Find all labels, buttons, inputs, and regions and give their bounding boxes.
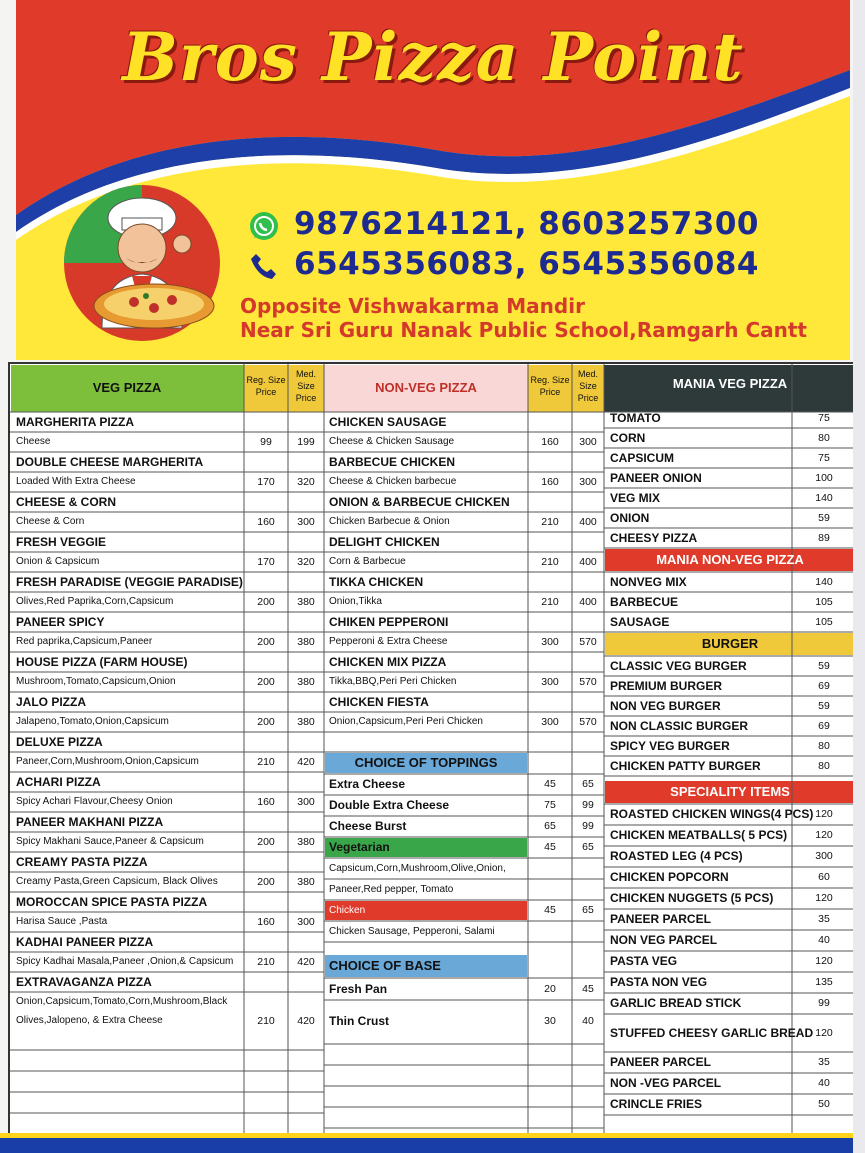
base-name: Fresh Pan: [329, 982, 388, 996]
phone-numbers-1[interactable]: 9876214121, 8603257300: [294, 206, 759, 242]
veg-reg-price: 210: [257, 1015, 275, 1027]
nonveg-reg-price: 210: [541, 596, 559, 608]
burger-item: CLASSIC VEG BURGER: [610, 659, 747, 673]
vegetarian-desc-2: Paneer,Red pepper, Tomato: [329, 884, 454, 895]
topping-med-price: 99: [582, 820, 594, 832]
base-name: Thin Crust: [329, 1014, 389, 1028]
veg-med-size-header: [288, 368, 324, 404]
veg-reg-price: 200: [257, 676, 275, 688]
nonveg-item-name: CHICKEN SAUSAGE: [329, 415, 447, 429]
speciality-item: STUFFED CHEESY GARLIC BREAD: [610, 1026, 814, 1040]
base-reg-price: 20: [544, 983, 556, 995]
topping-name: Extra Cheese: [329, 777, 406, 791]
veg-med-size-header-line: Price: [295, 393, 317, 403]
veg-item-name: CHEESE & CORN: [16, 495, 117, 509]
veg-item-name: EXTRAVAGANZA PIZZA: [16, 975, 152, 989]
burger-price: 59: [818, 660, 830, 672]
mania-veg-price: 59: [818, 512, 830, 524]
mania-veg-price: 100: [815, 472, 833, 484]
burger-header: BURGER: [701, 636, 759, 651]
nonveg-item-desc: Corn & Barbecue: [329, 556, 406, 567]
speciality-item: NON -VEG PARCEL: [610, 1076, 722, 1090]
base-header: CHOICE OF BASE: [329, 958, 441, 973]
veg-reg-price: 170: [257, 476, 275, 488]
nonveg-item-desc: Onion,Tikka: [329, 596, 382, 607]
veg-reg-price: 99: [260, 436, 272, 448]
nonveg-item-name: ONION & BARBECUE CHICKEN: [329, 495, 510, 509]
veg-reg-price: 210: [257, 956, 275, 968]
speciality-price: 50: [818, 1098, 830, 1110]
veg-med-price: 320: [297, 556, 315, 568]
vegetarian-med-price: 65: [582, 841, 594, 853]
nonveg-item-name: CHIKEN PEPPERONI: [329, 615, 449, 629]
burger-item: NON CLASSIC BURGER: [610, 719, 749, 733]
veg-item-name: CREAMY PASTA PIZZA: [16, 855, 148, 869]
veg-med-price: 199: [297, 436, 315, 448]
veg-item-desc: Olives,Red Paprika,Corn,Capsicum: [16, 596, 174, 607]
mania-veg-item: ONION: [610, 511, 650, 525]
burger-price: 69: [818, 720, 830, 732]
phone-row-call: [248, 246, 759, 282]
nonveg-item-desc: Pepperoni & Extra Cheese: [329, 636, 448, 647]
nonveg-item-name: CHICKEN MIX PIZZA: [329, 655, 447, 669]
veg-med-price: 380: [297, 836, 315, 848]
topping-med-price: 65: [582, 778, 594, 790]
mania-veg-price: 75: [818, 412, 830, 424]
nonveg-item-desc: Chicken Barbecue & Onion: [329, 516, 450, 527]
veg-item-desc: Spicy Kadhai Masala,Paneer ,Onion,& Capsicum: [16, 956, 234, 967]
speciality-item: CRINCLE FRIES: [610, 1097, 703, 1111]
veg-reg-price: 170: [257, 556, 275, 568]
speciality-item: GARLIC BREAD STICK: [610, 996, 742, 1010]
nonveg-item-name: CHICKEN FIESTA: [329, 695, 429, 709]
veg-item-desc: Creamy Pasta,Green Capsicum, Black Olives: [16, 876, 218, 887]
speciality-price: 40: [818, 934, 830, 946]
mania-veg-price: 89: [818, 532, 830, 544]
speciality-price: 99: [818, 997, 830, 1009]
nonveg-item-desc: Cheese & Chicken Sausage: [329, 436, 455, 447]
speciality-price: 120: [815, 892, 833, 904]
veg-item-desc: Harisa Sauce ,Pasta: [16, 916, 108, 927]
mania-nonveg-price: 105: [815, 596, 833, 608]
veg-med-price: 380: [297, 596, 315, 608]
veg-med-price: 380: [297, 676, 315, 688]
phone-icon: [248, 250, 280, 282]
burger-price: 59: [818, 700, 830, 712]
nonveg-item-desc: Tikka,BBQ,Peri Peri Chicken: [329, 676, 457, 687]
burger-price: 69: [818, 680, 830, 692]
veg-item-desc: Mushroom,Tomato,Capsicum,Onion: [16, 676, 176, 687]
veg-item-name: FRESH PARADISE (VEGGIE PARADISE): [16, 575, 243, 589]
veg-reg-price: 200: [257, 636, 275, 648]
veg-reg-size-header-line: Reg. Size: [246, 375, 286, 385]
veg-item-desc: Onion & Capsicum: [16, 556, 100, 567]
mania-veg-item: TOMATO: [610, 411, 661, 425]
address-line-2: Near Sri Guru Nanak Public School,Ramgarh Cantt: [240, 318, 807, 342]
chef-with-pizza-icon: [42, 178, 242, 348]
nonveg-med-price: 400: [579, 556, 597, 568]
chicken-med-price: 65: [582, 904, 594, 916]
nonveg-item-name: DELIGHT CHICKEN: [329, 535, 440, 549]
veg-item-desc: Jalapeno,Tomato,Onion,Capsicum: [16, 716, 169, 727]
burger-item: NON VEG BURGER: [610, 699, 721, 713]
veg-med-price: 300: [297, 516, 315, 528]
mania-nonveg-item: BARBECUE: [610, 595, 679, 609]
speciality-item: CHICKEN POPCORN: [610, 870, 729, 884]
veg-med-price: 300: [297, 916, 315, 928]
veg-reg-price: 160: [257, 796, 275, 808]
veg-reg-price: 160: [257, 916, 275, 928]
veg-item-name: KADHAI PANEER PIZZA: [16, 935, 154, 949]
chicken-desc: Chicken Sausage, Pepperoni, Salami: [329, 926, 495, 937]
nonveg-item-name: TIKKA CHICKEN: [329, 575, 424, 589]
mania-veg-item: VEG MIX: [610, 491, 661, 505]
mania-nonveg-price: 105: [815, 616, 833, 628]
veg-item-name: PANEER MAKHANI PIZZA: [16, 815, 164, 829]
chicken-label: Chicken: [329, 905, 366, 916]
veg-item-desc-2: Olives,Jalopeno, & Extra Cheese: [16, 1015, 163, 1026]
speciality-item: ROASTED CHICKEN WINGS(4 PCS): [610, 807, 814, 821]
nonveg-med-size-header-line: Price: [577, 393, 599, 403]
vegetarian-desc-1: Capsicum,Corn,Mushroom,Olive,Onion,: [329, 863, 506, 874]
base-med-price: 45: [582, 983, 594, 995]
topping-name: Cheese Burst: [329, 819, 407, 833]
speciality-header: SPECIALITY ITEMS: [670, 784, 790, 799]
veg-item-desc: Loaded With Extra Cheese: [16, 476, 136, 487]
speciality-item: NON VEG PARCEL: [610, 933, 718, 947]
nonveg-med-price: 400: [579, 596, 597, 608]
veg-item-name: JALO PIZZA: [16, 695, 87, 709]
topping-reg-price: 75: [544, 799, 556, 811]
speciality-price: 60: [818, 871, 830, 883]
veg-item-desc: Spicy Makhani Sauce,Paneer & Capsicum: [16, 836, 204, 847]
speciality-item: PANEER PARCEL: [610, 1055, 711, 1069]
nonveg-reg-size-header-line: Reg. Size: [530, 375, 570, 385]
burger-price: 80: [818, 740, 830, 752]
speciality-price: 120: [815, 808, 833, 820]
burger-price: 80: [818, 760, 830, 772]
toppings-header: CHOICE OF TOPPINGS: [354, 755, 498, 770]
speciality-item: PASTA VEG: [610, 954, 678, 968]
nonveg-med-price: 570: [579, 716, 597, 728]
mania-nonveg-item: NONVEG MIX: [610, 575, 687, 589]
veg-item-name: MOROCCAN SPICE PASTA PIZZA: [16, 895, 208, 909]
veg-item-desc: Red paprika,Capsicum,Paneer: [16, 636, 153, 647]
nonveg-item-desc: Onion,Capsicum,Peri Peri Chicken: [329, 716, 483, 727]
veg-med-price: 380: [297, 876, 315, 888]
speciality-price: 35: [818, 913, 830, 925]
topping-reg-price: 65: [544, 820, 556, 832]
veg-reg-size-header: [244, 374, 288, 398]
speciality-price: 120: [815, 955, 833, 967]
speciality-price: 135: [815, 976, 833, 988]
speciality-price: 35: [818, 1056, 830, 1068]
speciality-item: CHICKEN MEATBALLS( 5 PCS): [610, 828, 788, 842]
speciality-price: 40: [818, 1077, 830, 1089]
veg-reg-size-header-line: Price: [255, 387, 277, 397]
veg-med-price: 420: [297, 1015, 315, 1027]
veg-med-price: 380: [297, 716, 315, 728]
nonveg-med-price: 300: [579, 436, 597, 448]
veg-med-price: 420: [297, 956, 315, 968]
nonveg-med-price: 570: [579, 636, 597, 648]
veg-item-desc: Spicy Achari Flavour,Cheesy Onion: [16, 796, 173, 807]
nonveg-reg-price: 300: [541, 716, 559, 728]
bottom-blue-strip: [0, 1138, 865, 1153]
veg-item-name: MARGHERITA PIZZA: [16, 415, 134, 429]
mania-veg-price: 80: [818, 432, 830, 444]
mania-veg-header: MANIA VEG PIZZA: [672, 376, 788, 391]
base-reg-price: 30: [544, 1015, 556, 1027]
chicken-reg-price: 45: [544, 904, 556, 916]
veg-item-name: FRESH VEGGIE: [16, 535, 107, 549]
speciality-item: PASTA NON VEG: [610, 975, 708, 989]
veg-med-price: 300: [297, 796, 315, 808]
topping-reg-price: 45: [544, 778, 556, 790]
vegetarian-reg-price: 45: [544, 841, 556, 853]
nonveg-med-size-header: [572, 368, 604, 404]
nonveg-reg-size-header: [528, 374, 572, 398]
nonveg-reg-price: 160: [541, 476, 559, 488]
address-line-1: Opposite Vishwakarma Mandir: [240, 294, 585, 318]
nonveg-med-price: 400: [579, 516, 597, 528]
base-med-price: 40: [582, 1015, 594, 1027]
vegetarian-label: Vegetarian: [329, 840, 390, 854]
mania-veg-price: 140: [815, 492, 833, 504]
veg-med-size-header-line: Size: [297, 381, 315, 391]
nonveg-pizza-header: NON-VEG PIZZA: [375, 380, 477, 395]
nonveg-reg-price: 210: [541, 556, 559, 568]
nonveg-reg-price: 210: [541, 516, 559, 528]
whatsapp-icon: [248, 210, 280, 242]
veg-med-size-header-line: Med.: [295, 369, 316, 379]
topping-name: Double Extra Cheese: [329, 798, 450, 812]
veg-item-desc: Cheese & Corn: [16, 516, 85, 527]
mania-veg-item: CHEESY PIZZA: [610, 531, 698, 545]
phone-numbers-2[interactable]: 6545356083, 6545356084: [294, 246, 759, 282]
speciality-item: ROASTED LEG (4 PCS): [610, 849, 743, 863]
menu-table: [8, 362, 858, 1138]
veg-reg-price: 210: [257, 756, 275, 768]
speciality-price: 120: [815, 829, 833, 841]
mania-nonveg-price: 140: [815, 576, 833, 588]
veg-med-price: 420: [297, 756, 315, 768]
nonveg-med-price: 300: [579, 476, 597, 488]
speciality-price: 300: [815, 850, 833, 862]
mania-veg-item: CORN: [610, 431, 646, 445]
nonveg-reg-price: 300: [541, 636, 559, 648]
veg-med-price: 320: [297, 476, 315, 488]
veg-item-name: HOUSE PIZZA (FARM HOUSE): [16, 655, 188, 669]
veg-item-name: DELUXE PIZZA: [16, 735, 103, 749]
nonveg-reg-size-header-line: Price: [539, 387, 561, 397]
phone-row-whatsapp: [248, 206, 759, 242]
nonveg-med-price: 570: [579, 676, 597, 688]
veg-item-desc: Paneer,Corn,Mushroom,Onion,Capsicum: [16, 756, 199, 767]
veg-item-desc: Cheese: [16, 436, 51, 447]
veg-item-name: PANEER SPICY: [16, 615, 105, 629]
veg-med-price: 380: [297, 636, 315, 648]
mania-veg-item: PANEER ONION: [610, 471, 702, 485]
mania-veg-item: CAPSICUM: [610, 451, 675, 465]
veg-pizza-header: VEG PIZZA: [92, 380, 162, 395]
nonveg-med-size-header-line: Size: [579, 381, 597, 391]
veg-item-name: DOUBLE CHEESE MARGHERITA: [16, 455, 204, 469]
burger-item: SPICY VEG BURGER: [610, 739, 730, 753]
veg-reg-price: 200: [257, 876, 275, 888]
nonveg-reg-price: 160: [541, 436, 559, 448]
burger-item: PREMIUM BURGER: [610, 679, 723, 693]
speciality-price: 120: [815, 1027, 833, 1039]
veg-item-desc: Onion,Capsicum,Tomato,Corn,Mushroom,Black: [16, 996, 228, 1007]
nonveg-item-desc: Cheese & Chicken barbecue: [329, 476, 457, 487]
mania-nonveg-header: MANIA NON-VEG PIZZA: [656, 552, 804, 567]
nonveg-item-name: BARBECUE CHICKEN: [329, 455, 456, 469]
speciality-item: CHICKEN NUGGETS (5 PCS): [610, 891, 774, 905]
nonveg-med-size-header-line: Med.: [577, 369, 598, 379]
speciality-item: PANEER PARCEL: [610, 912, 711, 926]
mania-veg-price: 75: [818, 452, 830, 464]
veg-item-name: ACHARI PIZZA: [16, 775, 101, 789]
burger-item: CHICKEN PATTY BURGER: [610, 759, 761, 773]
right-edge: [853, 0, 865, 1153]
veg-reg-price: 200: [257, 836, 275, 848]
veg-reg-price: 160: [257, 516, 275, 528]
restaurant-title: Bros Pizza Point: [122, 18, 744, 96]
topping-med-price: 99: [582, 799, 594, 811]
mania-nonveg-item: SAUSAGE: [610, 615, 670, 629]
veg-reg-price: 200: [257, 716, 275, 728]
nonveg-reg-price: 300: [541, 676, 559, 688]
header-banner: [16, 0, 850, 360]
veg-reg-price: 200: [257, 596, 275, 608]
